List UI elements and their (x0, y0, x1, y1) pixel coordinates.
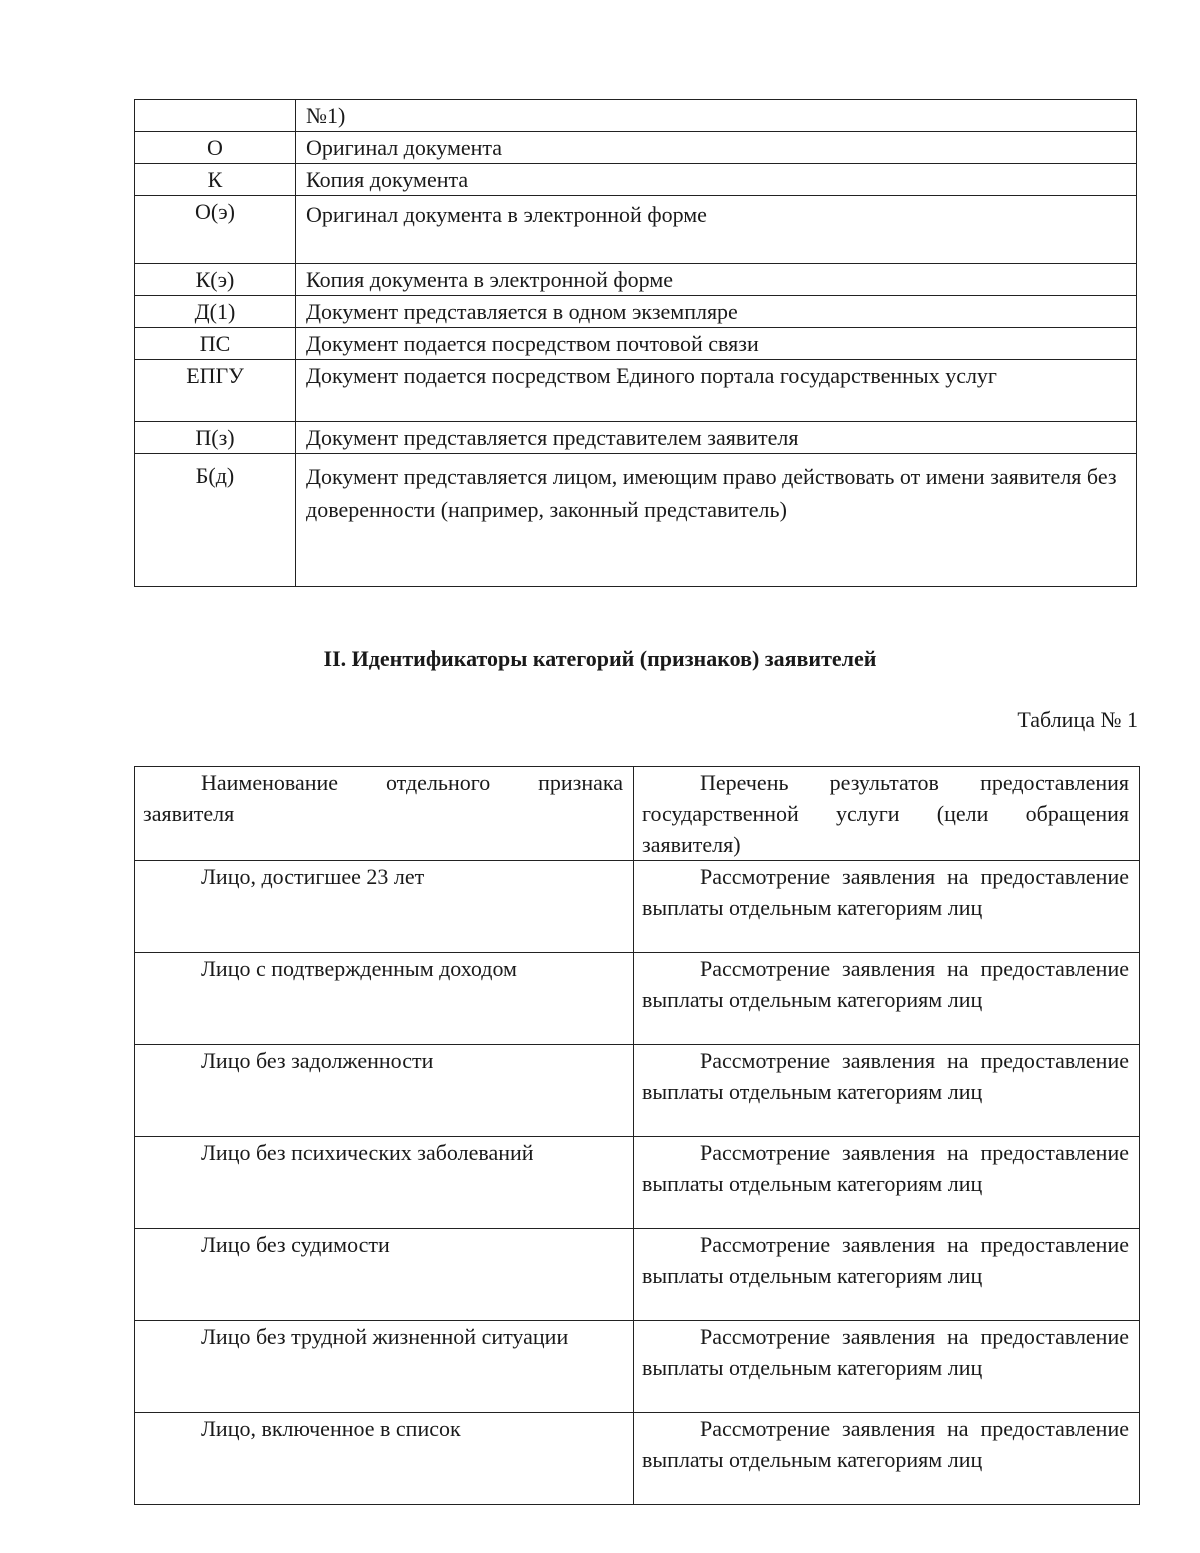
feature-text: Лицо, включенное в список (201, 1416, 461, 1441)
legend-row (135, 196, 1137, 264)
table-row (135, 861, 1140, 953)
table-header-row (135, 767, 1140, 861)
feature-text: Лицо, достигшее 23 лет (201, 864, 425, 889)
legend-desc: Копия документа (296, 164, 1137, 196)
legend-row (135, 164, 1137, 196)
section-heading: II. Идентификаторы категорий (признаков) заявителей (323, 646, 877, 671)
feature-text: Лицо без судимости (201, 1232, 390, 1257)
legend-desc: Документ представляется представителем заявителя (296, 422, 1137, 454)
feature-text: Лицо с подтвержденным доходом (201, 956, 517, 981)
header-results-cell (634, 767, 1140, 861)
legend-code-cell (135, 100, 296, 132)
feature-cell (135, 1321, 634, 1413)
legend-row (135, 454, 1137, 587)
feature-text: Лицо без задолженности (201, 1048, 434, 1073)
table-row (135, 953, 1140, 1045)
legend-code: Б(д) (135, 454, 296, 587)
result-cell (634, 1321, 1140, 1413)
result-text: Рассмотрение заявления на предоставление выплаты отдельным категориям лиц (642, 1416, 1129, 1472)
legend-row (135, 328, 1137, 360)
table-row (135, 1413, 1140, 1505)
header-feature-cell (135, 767, 634, 861)
header-results-text: Перечень результатов предоставления государственной услуги (цели обращения заявителя) (642, 770, 1129, 857)
table-row (135, 1321, 1140, 1413)
feature-text: Лицо без психических заболеваний (201, 1140, 534, 1165)
legend-code: ПС (135, 328, 296, 360)
result-cell (634, 1045, 1140, 1137)
result-cell (634, 1137, 1140, 1229)
feature-cell (135, 953, 634, 1045)
legend-code: О(э) (135, 196, 296, 264)
legend-row (135, 360, 1137, 422)
legend-desc: Документ представляется лицом, имеющим право действовать от имени заявителя без доверенности (например, законный представитель) (296, 454, 1137, 587)
table-label: Таблица № 1 (1017, 707, 1138, 732)
result-cell (634, 953, 1140, 1045)
legend-desc: Документ подается посредством почтовой связи (296, 328, 1137, 360)
result-cell (634, 1229, 1140, 1321)
legend-desc: Оригинал документа (296, 132, 1137, 164)
legend-code: К(э) (135, 264, 296, 296)
header-feature-text: Наименование отдельного признака заявителя (143, 770, 623, 826)
legend-desc: Документ представляется в одном экземпляре (296, 296, 1137, 328)
legend-desc: Копия документа в электронной форме (296, 264, 1137, 296)
legend-desc: Оригинал документа в электронной форме (296, 196, 1137, 264)
legend-continuation-row (135, 100, 1137, 132)
result-text: Рассмотрение заявления на предоставление выплаты отдельным категориям лиц (642, 1048, 1129, 1104)
feature-cell (135, 1137, 634, 1229)
result-text: Рассмотрение заявления на предоставление выплаты отдельным категориям лиц (642, 1324, 1129, 1380)
categories-table (134, 766, 1140, 1505)
result-text: Рассмотрение заявления на предоставление выплаты отдельным категориям лиц (642, 956, 1129, 1012)
result-text: Рассмотрение заявления на предоставление выплаты отдельным категориям лиц (642, 1140, 1129, 1196)
table-row (135, 1045, 1140, 1137)
feature-text: Лицо без трудной жизненной ситуации (201, 1324, 569, 1349)
legend-code: О (135, 132, 296, 164)
legend-table (134, 99, 1137, 587)
result-text: Рассмотрение заявления на предоставление выплаты отдельным категориям лиц (642, 864, 1129, 920)
legend-code: П(з) (135, 422, 296, 454)
result-text: Рассмотрение заявления на предоставление выплаты отдельным категориям лиц (642, 1232, 1129, 1288)
legend-row (135, 264, 1137, 296)
result-cell (634, 861, 1140, 953)
legend-code: ЕПГУ (135, 360, 296, 422)
legend-continuation-text: №1) (296, 100, 1137, 132)
legend-code: Д(1) (135, 296, 296, 328)
feature-cell (135, 1045, 634, 1137)
feature-cell (135, 861, 634, 953)
table-row (135, 1229, 1140, 1321)
feature-cell (135, 1413, 634, 1505)
legend-row (135, 296, 1137, 328)
table-row (135, 1137, 1140, 1229)
legend-desc: Документ подается посредством Единого портала государственных услуг (296, 360, 1137, 422)
legend-row (135, 422, 1137, 454)
legend-row (135, 132, 1137, 164)
result-cell (634, 1413, 1140, 1505)
feature-cell (135, 1229, 634, 1321)
legend-code: К (135, 164, 296, 196)
